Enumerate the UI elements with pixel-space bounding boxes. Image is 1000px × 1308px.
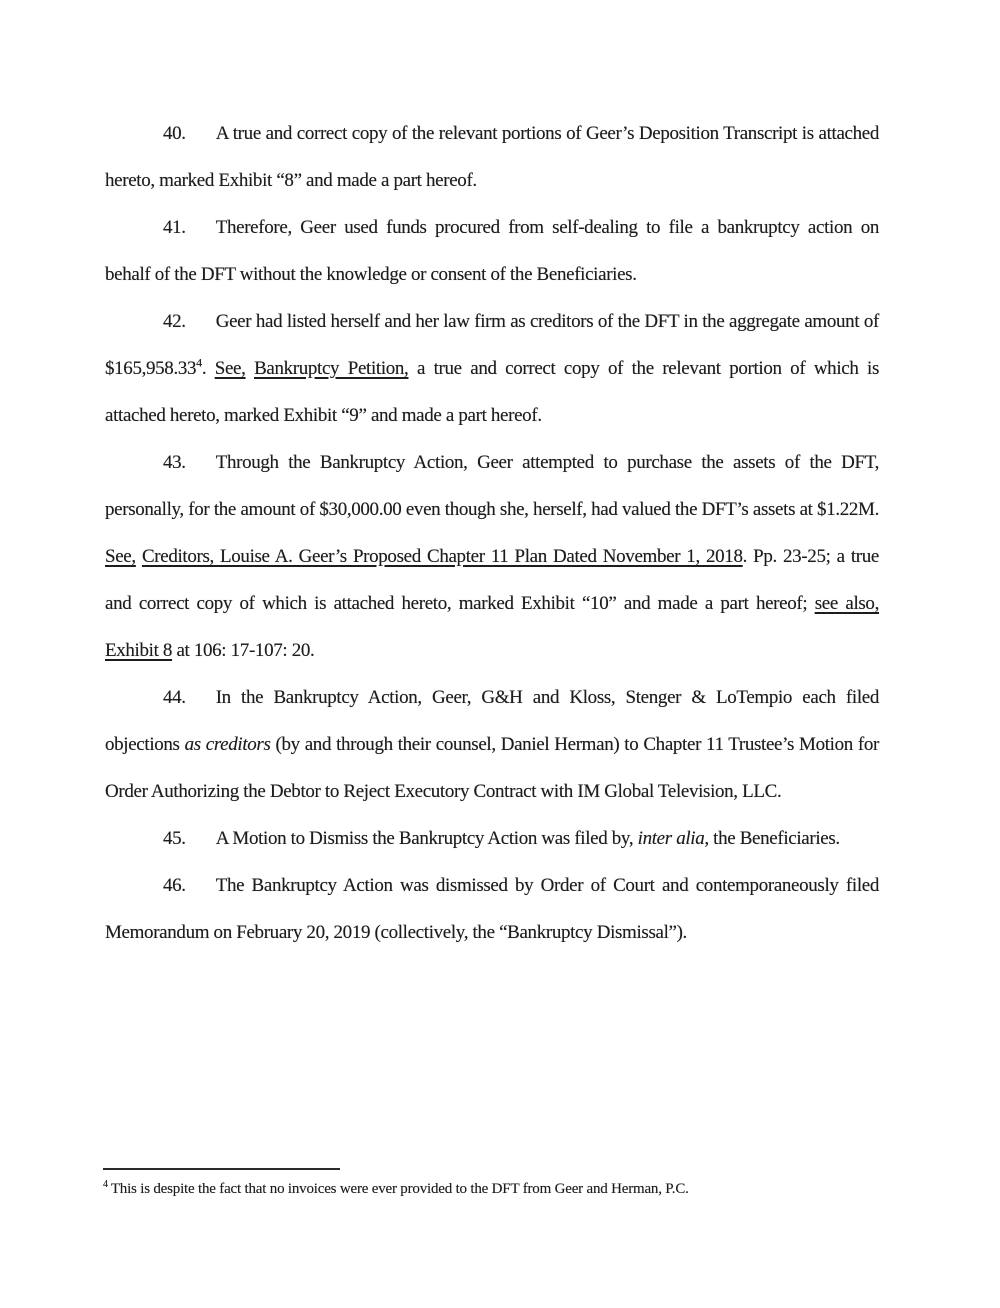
- paragraph-number: 42.: [163, 311, 186, 332]
- paragraph-text-segment: inter alia: [637, 828, 705, 849]
- paragraph-text-segment: Exhibit 8: [105, 640, 173, 661]
- paragraph-text-segment: , the Beneficiaries.: [704, 828, 840, 849]
- paragraph-text-segment: A Motion to Dismiss the Bankruptcy Action was filed by,: [215, 828, 638, 849]
- paragraph-text-segment: see also,: [814, 593, 879, 614]
- paragraph-text-segment: Therefore, Geer used funds procured from self-dealing to file a bankruptcy action on behalf of the DFT without the knowledge or consent of the Beneficiaries.: [105, 217, 879, 285]
- paragraph-43: [105, 439, 879, 674]
- paragraph-text-segment: a true and correct copy of the relevant portion of which is attached hereto, marked Exhibit “9” and made a part hereof.: [105, 358, 879, 426]
- footnote: [103, 1179, 823, 1200]
- footnote-marker: 4: [103, 1179, 108, 1190]
- paragraph-45: [105, 815, 879, 862]
- paragraph-text-segment: A true and correct copy of the relevant portions of Geer’s Deposition Transcript is attached hereto, marked Exhibit “8” and made a part hereof.: [105, 123, 879, 191]
- paragraph-text-segment: See,: [105, 546, 136, 567]
- paragraph-44: [105, 674, 879, 815]
- paragraph-text-segment: 4: [196, 355, 202, 370]
- footnote-separator: [103, 1168, 340, 1170]
- paragraph-text-segment: See,: [214, 358, 246, 379]
- paragraph-number: 43.: [163, 452, 186, 473]
- paragraph-text-segment: Creditors, Louise A. Geer’s Proposed Chapter 11 Plan Dated November 1, 2018: [141, 546, 743, 567]
- paragraph-text-segment: Geer had listed herself and her law firm as creditors of the DFT in the aggregate amount of $165,958.33: [105, 311, 879, 379]
- paragraph-number: 44.: [163, 687, 186, 708]
- paragraph-text-segment: In the Bankruptcy Action, Geer, G&H and Kloss, Stenger & LoTempio each filed objections: [105, 687, 879, 755]
- paragraph-number: 40.: [163, 123, 186, 144]
- document-body: [105, 110, 879, 956]
- paragraph-text-segment: . Pp. 23-25; a true and correct copy of which is attached hereto, marked Exhibit “10” and made a part hereof;: [105, 546, 880, 614]
- paragraph-text-segment: Bankruptcy Petition,: [254, 358, 409, 379]
- paragraph-text-segment: Through the Bankruptcy Action, Geer attempted to purchase the assets of the DFT, personally, for the amount of $30,000.00 even though she, herself, had valued the DFT’s assets at $1.22M.: [105, 452, 879, 520]
- paragraph-number: 46.: [163, 875, 186, 896]
- paragraph-text-segment: [246, 358, 255, 379]
- paragraph-text-segment: (by and through their counsel, Daniel Herman) to Chapter 11 Trustee’s Motion for Order Authorizing the Debtor to Reject Executory Contract with IM Global Television, LLC.: [105, 734, 879, 802]
- paragraph-40: [105, 110, 879, 204]
- paragraph-42: [105, 298, 879, 439]
- paragraph-text-segment: The Bankruptcy Action was dismissed by Order of Court and contemporaneously filed Memorandum on February 20, 2019 (collectively, the “Bankruptcy Dismissal”).: [105, 875, 879, 943]
- paragraph-number: 41.: [163, 217, 186, 238]
- footnote-text: This is despite the fact that no invoices were ever provided to the DFT from Geer and Herman, P.C.: [110, 1181, 689, 1197]
- paragraph-46: [105, 862, 879, 956]
- paragraph-number: 45.: [163, 828, 186, 849]
- paragraph-text-segment: at 106: 17-107: 20.: [172, 640, 315, 661]
- paragraph-41: [105, 204, 879, 298]
- paragraph-text-segment: .: [201, 358, 215, 379]
- paragraph-text-segment: as creditors: [184, 734, 271, 755]
